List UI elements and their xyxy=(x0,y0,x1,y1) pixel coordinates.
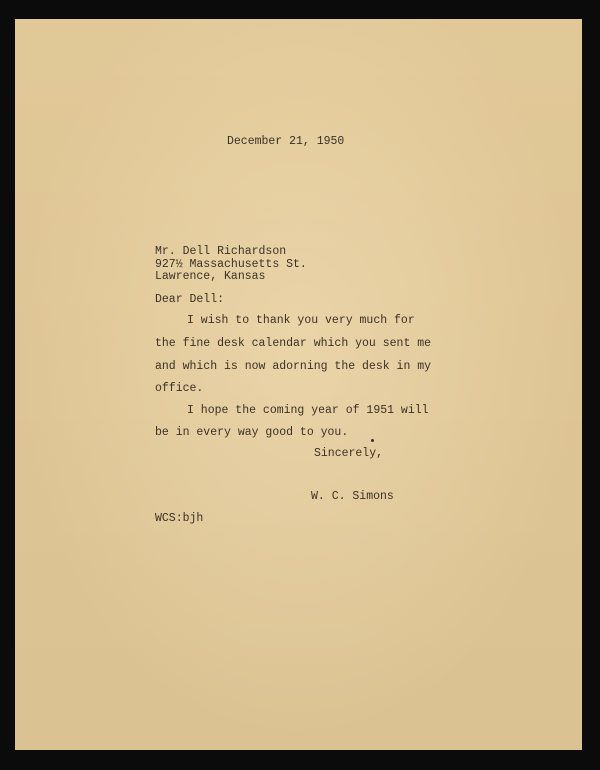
reference-initials: WCS:bjh xyxy=(155,512,204,525)
letter-paper xyxy=(15,19,582,750)
body-line: office. xyxy=(155,382,204,395)
salutation: Dear Dell: xyxy=(155,293,225,306)
signature-name: W. C. Simons xyxy=(311,490,394,503)
body-line: the fine desk calendar which you sent me xyxy=(155,337,432,350)
body-line: be in every way good to you. xyxy=(155,426,349,439)
recipient-street: 927½ Massachusetts St. xyxy=(155,258,307,271)
body-line: and which is now adorning the desk in my xyxy=(155,360,432,373)
body-line: I hope the coming year of 1951 will xyxy=(187,404,429,417)
recipient-name: Mr. Dell Richardson xyxy=(155,245,287,258)
letter-date: December 21, 1950 xyxy=(227,135,345,148)
body-line: I wish to thank you very much for xyxy=(187,314,415,327)
ink-speck xyxy=(371,439,374,442)
recipient-city: Lawrence, Kansas xyxy=(155,270,266,283)
closing: Sincerely, xyxy=(314,447,384,460)
